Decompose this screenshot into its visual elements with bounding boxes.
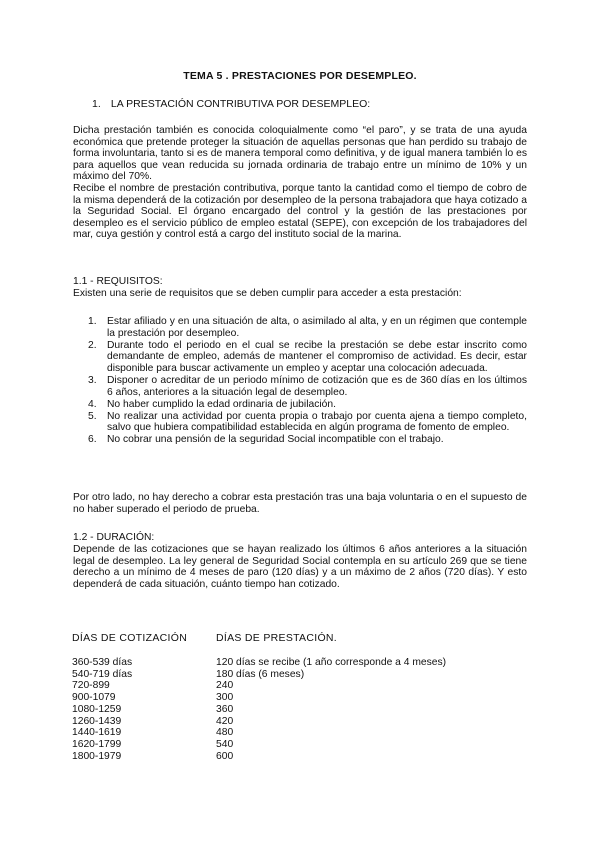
table-header-cotizacion: DÍAS DE COTIZACIÓN <box>72 632 188 644</box>
table-row: 360-539 días 120 días se recibe (1 año corresponde a 4 meses) <box>72 657 447 668</box>
intro-paragraph-1: Dicha prestación también es conocida coloquialmente como “el paro”, y se trata de una ayuda económica que pretende proteger la situación de aquellas personas que han perdido su trabajo de forma involuntaria, tanto si es de manera temporal como definitiva, y de igual manera también lo es para aquellos que vean reducida su jornada ordinaria de trabajo entre un mínimo de 10% y un máximo del 70%. <box>73 125 527 183</box>
list-item: 2. Durante todo el periodo en el cual se recibe la prestación se debe estar inscrito como demandante de empleo, además de mantener el compromiso de actividad. Es decir, estar disponible para buscar activamente un empleo y aceptar una colocación adecuada. <box>88 339 527 374</box>
table-row: 720-899 240 <box>72 680 234 692</box>
table-row: 900-1079 300 <box>72 692 234 704</box>
duracion-text: Depende de las cotizaciones que se hayan realizado los últimos 6 años anteriores a la situación legal de desempleo. La ley general de Seguridad Social contempla en su artículo 269 que se tiene derecho a un mínimo de 4 meses de paro (120 días) y a un máximo de 2 años (720 días). Y esto dependerá de cada situación, cuánto tiempo han cotizado. <box>73 544 527 590</box>
requisitos-list <box>73 316 527 447</box>
table-row: 1440-1619 480 <box>72 727 234 739</box>
table-row: 1620-1799 540 <box>72 738 234 750</box>
cotizacion-table <box>72 657 446 762</box>
list-item: 5. No realizar una actividad por cuenta propia o trabajo por cuenta ajena a tiempo completo, salvo que hubiera compatibilidad establecida en algún programa de fomento de empleo. <box>88 410 527 434</box>
requisitos-closing: Por otro lado, no hay derecho a cobrar esta prestación tras una baja voluntaria o en el supuesto de no haber superado el periodo de prueba. <box>73 492 527 515</box>
table-header-prestacion: DÍAS DE PRESTACIÓN. <box>216 632 338 644</box>
list-item: 6. No cobrar una pensión de la seguridad Social incompatible con el trabajo. <box>88 434 444 446</box>
section-heading <box>92 98 370 110</box>
section-heading-text: LA PRESTACIÓN CONTRIBUTIVA POR DESEMPLEO: <box>110 98 371 110</box>
requisitos-heading: 1.1 - REQUISITOS: <box>73 276 163 287</box>
table-row: 1800-1979 600 <box>72 750 234 762</box>
table-row: 1260-1439 420 <box>72 715 234 727</box>
document-title: TEMA 5 . PRESTACIONES POR DESEMPLEO. <box>183 70 417 82</box>
section-number: 1. <box>92 98 101 110</box>
intro-paragraph-2: Recibe el nombre de prestación contributiva, porque tanto la cantidad como el tiempo de cobro de la misma dependerá de la cotización por desempleo de la persona trabajadora que haya cotizado a la Seguridad Social. El órgano encargado del control y la gestión de las prestaciones por desempleo es el servicio público de empleo estatal (SEPE), con excepción de los trabajadores del mar, cuya gestión y control está a cargo del instituto social de la marina. <box>73 183 527 241</box>
table-row: 1080-1259 360 <box>72 703 234 715</box>
requisitos-intro: Existen una serie de requisitos que se deben cumplir para acceder a esta prestación: <box>73 288 462 299</box>
table-row: 540-719 días 180 días (6 meses) <box>72 668 305 680</box>
list-item: 3. Disponer o acreditar de un periodo mínimo de cotización que es de 360 días en los últimos 6 años, anteriores a la situación legal de desempleo. <box>88 374 527 398</box>
list-item: 1. Estar afiliado y en una situación de alta, o asimilado al alta, y en un régimen que contemple la prestación por desempleo. <box>88 316 527 339</box>
duracion-heading: 1.2 - DURACIÓN: <box>73 532 155 543</box>
list-item: 4. No haber cumplido la edad ordinaria de jubilación. <box>88 398 336 410</box>
